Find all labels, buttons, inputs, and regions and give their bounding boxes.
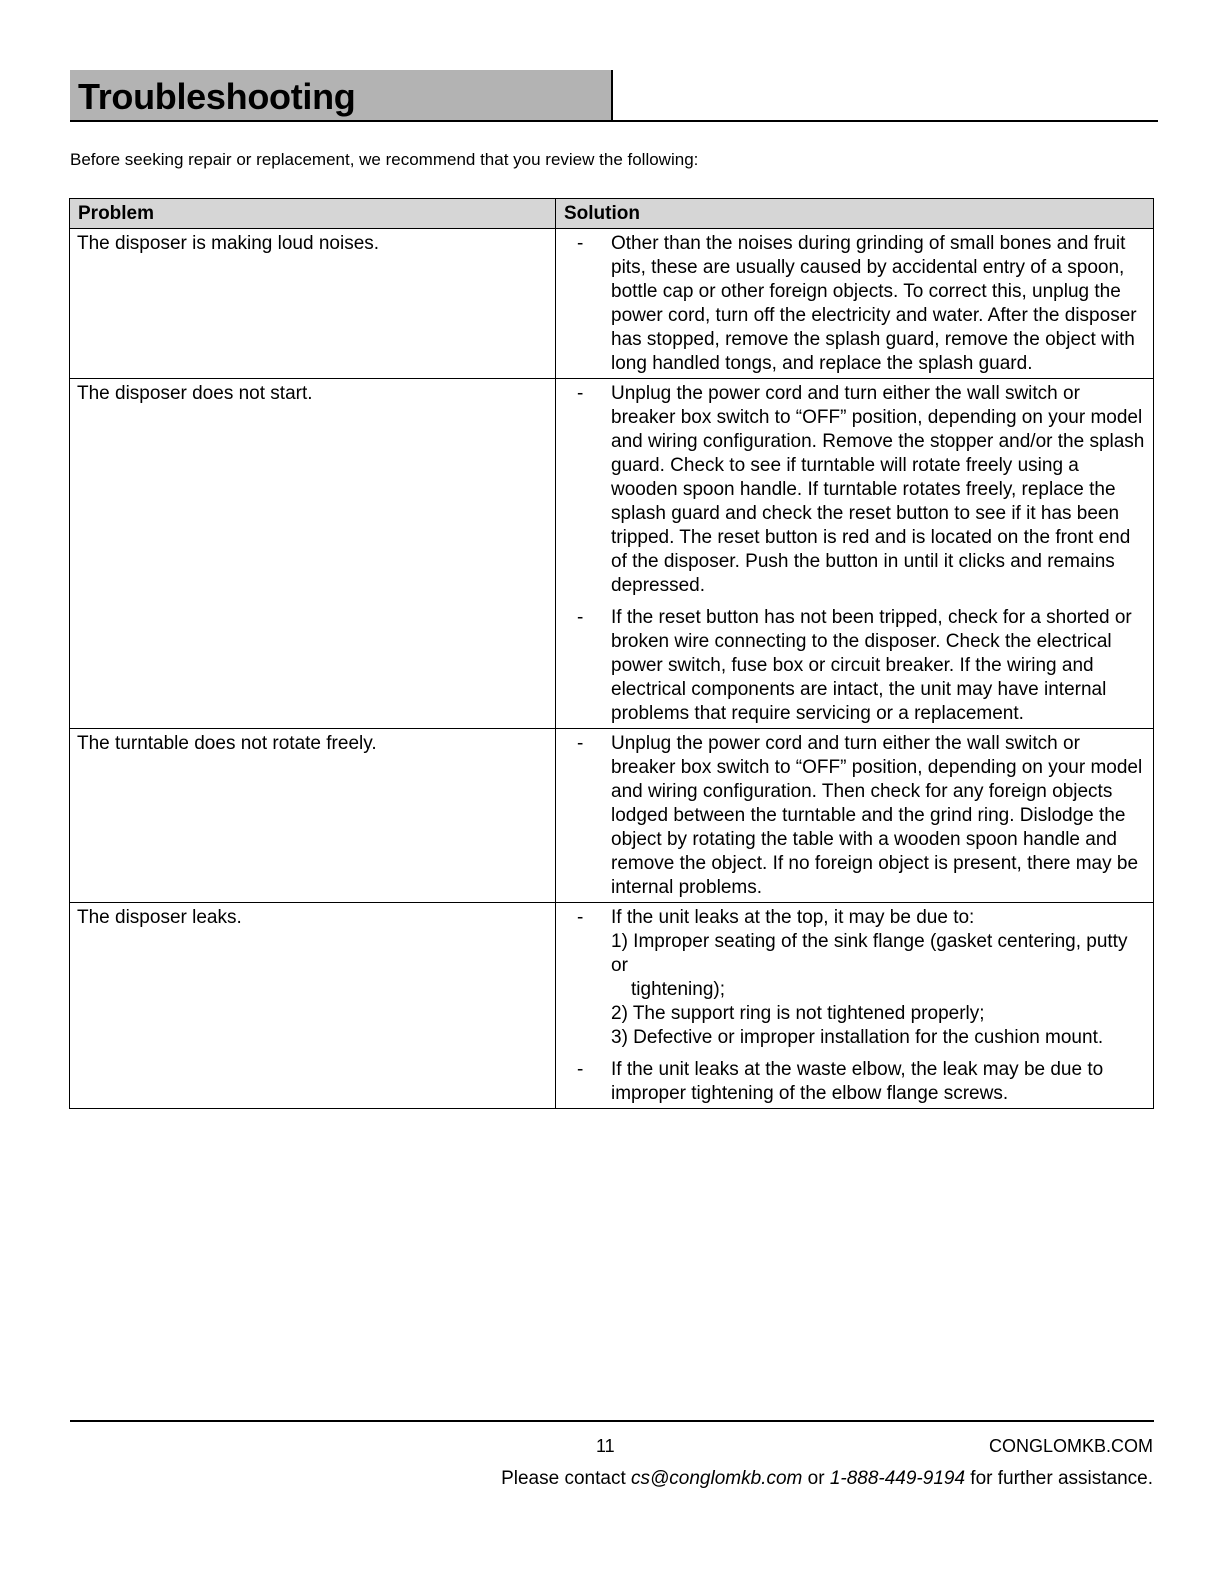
solution-text: Other than the noises during grinding of small bones and fruit pits, these are usually caused by accidental entry of a spoon, bottle cap or other foreign objects. To correct this, unplug the power cord, turn off the electricity and water. After the disposer has stopped, remove the splash guard, remove the object with long handled tongs, and replace the splash guard. (611, 233, 1137, 374)
leak-top-intro: If the unit leaks at the top, it may be due to: (611, 907, 975, 928)
brand-website: CONGLOMKB.COM (988, 1436, 1153, 1456)
solution-item (563, 1058, 1146, 1106)
leak-cause-2: 2) The support ring is not tightened properly; (611, 1003, 985, 1024)
contact-prefix: Please contact (501, 1468, 632, 1489)
solution-cell (556, 729, 1154, 903)
solution-item (563, 906, 1146, 1050)
column-header-solution: Solution (556, 199, 1154, 229)
contact-suffix: for further assistance. (965, 1468, 1153, 1489)
table-header-row (70, 199, 1154, 229)
solution-cell (556, 379, 1154, 729)
contact-line (501, 1468, 1153, 1490)
dash-bullet: - (577, 733, 584, 754)
intro-text: Before seeking repair or replacement, we recommend that you review the following: (70, 150, 699, 169)
table-row (70, 729, 1154, 903)
dash-bullet: - (577, 907, 584, 928)
contact-or: or (802, 1468, 830, 1489)
header-rule (70, 120, 1158, 122)
solution-cell (556, 903, 1154, 1109)
leak-cause-1: 1) Improper seating of the sink flange (gasket centering, putty or (611, 931, 1128, 976)
dash-bullet: - (577, 1059, 584, 1080)
problem-cell: The disposer leaks. (70, 903, 556, 1109)
solution-item (563, 606, 1146, 726)
solution-text: If the unit leaks at the waste elbow, the leak may be due to improper tightening of the elbow flange screws. (611, 1059, 1104, 1104)
column-header-problem: Problem (70, 199, 556, 229)
contact-email: cs@conglomkb.com (631, 1468, 803, 1489)
table-row (70, 903, 1154, 1109)
table-row (70, 379, 1154, 729)
problem-cell: The turntable does not rotate freely. (70, 729, 556, 903)
solution-item (563, 232, 1146, 376)
solution-item (563, 732, 1146, 900)
solution-text: Unplug the power cord and turn either the wall switch or breaker box switch to “OFF” position, depending on your model and wiring configuration. Then check for any foreign objects lodged between the turntable and the grind ring. Dislodge the object by rotating the table with a wooden spoon handle and remove the object. If no foreign object is present, there may be internal problems. (611, 733, 1143, 898)
solution-text: Unplug the power cord and turn either the wall switch or breaker box switch to “OFF” position, depending on your model and wiring configuration. Remove the stopper and/or the splash guard. Check to see if turntable will rotate freely using a wooden spoon handle. If turntable rotates freely, replace the splash guard and check the reset button to see if it has been tripped. The reset button is red and is located on the front end of the disposer. Push the button in until it clicks and remains depressed. (611, 383, 1145, 596)
page-title: Troubleshooting (78, 76, 356, 117)
solution-item (563, 382, 1146, 598)
dash-bullet: - (577, 607, 584, 628)
dash-bullet: - (577, 383, 584, 404)
section-header (70, 70, 1158, 122)
footer-rule (70, 1420, 1154, 1422)
table-row (70, 229, 1154, 379)
troubleshooting-table (69, 198, 1154, 1109)
solution-text: If the reset button has not been tripped, check for a shorted or broken wire connecting to the disposer. Check the electrical power switch, fuse box or circuit breaker. If the wiring and electrical components are intact, the unit may have internal problems that require servicing or a replacement. (611, 607, 1132, 724)
problem-cell: The disposer does not start. (70, 379, 556, 729)
leak-cause-1-continued: tightening); (631, 979, 726, 1000)
contact-phone: 1-888-449-9194 (829, 1468, 966, 1489)
problem-cell: The disposer is making loud noises. (70, 229, 556, 379)
page-number: 11 (596, 1436, 615, 1456)
solution-cell (556, 229, 1154, 379)
dash-bullet: - (577, 233, 584, 254)
leak-cause-3: 3) Defective or improper installation for the cushion mount. (611, 1027, 1104, 1048)
